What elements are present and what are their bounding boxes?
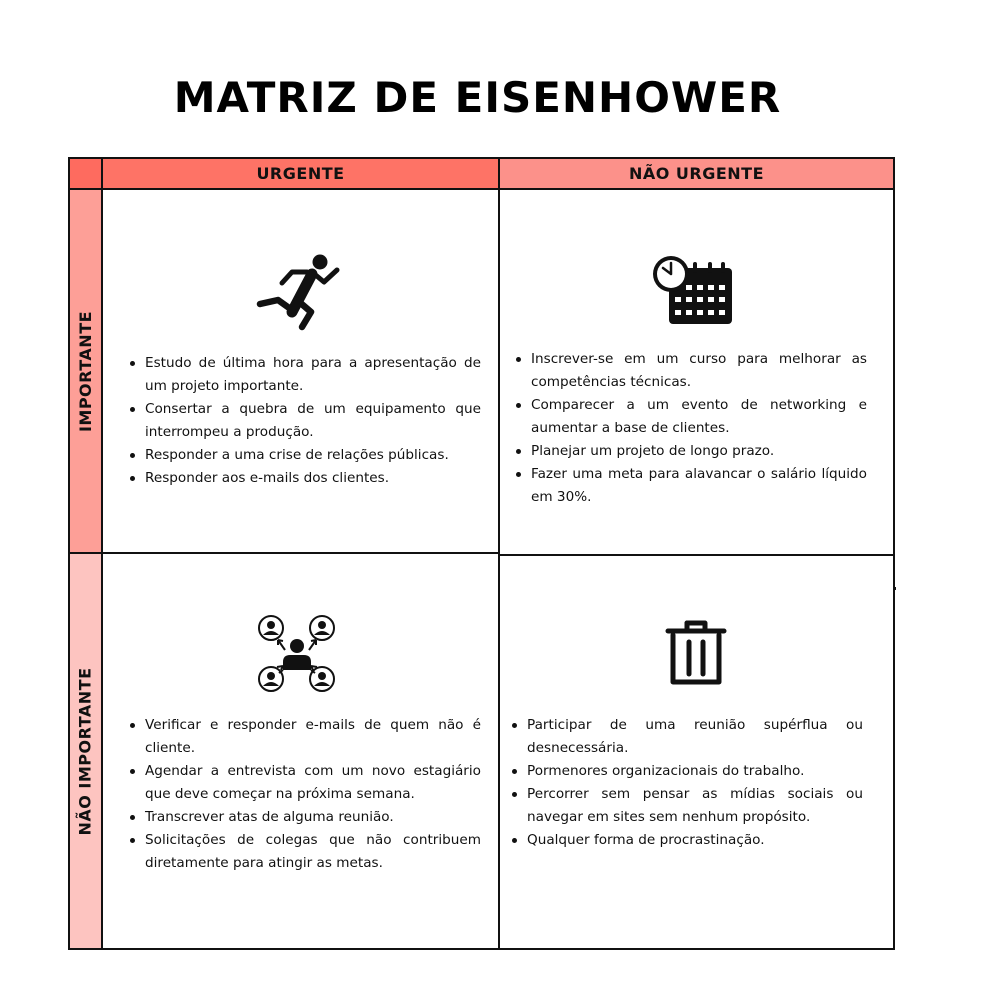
delegate-network-icon [256, 614, 338, 694]
list-item: Responder a uma crise de relações públicas. [129, 444, 481, 467]
list-item: Solicitações de colegas que não contribuem diretamente para atingir as metas. [129, 829, 481, 875]
trash-can-icon [665, 618, 727, 688]
list-item: Participar de uma reunião supérflua ou desnecessária. [511, 714, 863, 760]
list-item: Agendar a entrevista com um novo estagiário que deve começar na próxima semana. [129, 760, 481, 806]
list-item: Verificar e responder e-mails de quem não é cliente. [129, 714, 481, 760]
running-person-icon [254, 250, 340, 332]
row-header-not-important-label: NÃO IMPORTANTE [76, 666, 96, 836]
list-item: Pormenores organizacionais do trabalho. [511, 760, 863, 783]
list-item: Consertar a quebra de um equipamento que interrompeu a produção. [129, 398, 481, 444]
list-item: Estudo de última hora para a apresentação de um projeto importante. [129, 352, 481, 398]
list-item: Transcrever atas de alguma reunião. [129, 806, 481, 829]
row-header-important-label: IMPORTANTE [76, 310, 95, 432]
column-header-urgent [101, 157, 500, 190]
list-item: Inscrever-se em um curso para melhorar as competências técnicas. [515, 348, 867, 394]
column-header-not-urgent [498, 157, 895, 190]
page-title: MATRIZ DE EISENHOWER [173, 73, 782, 122]
task-list-not-urgent-not-important [511, 714, 863, 852]
column-header-urgent-label: URGENTE [256, 164, 345, 183]
calendar-clock-icon [653, 254, 735, 326]
list-item: Comparecer a um evento de networking e aumentar a base de clientes. [515, 394, 867, 440]
list-item: Planejar um projeto de longo prazo. [515, 440, 867, 463]
list-item: Fazer uma meta para alavancar o salário líquido em 30%. [515, 463, 867, 509]
row-header-important [68, 188, 103, 554]
list-item: Qualquer forma de procrastinação. [511, 829, 863, 852]
column-header-not-urgent-label: NÃO URGENTE [628, 164, 765, 183]
list-item: Responder aos e-mails dos clientes. [129, 467, 481, 490]
task-list-urgent-not-important [129, 714, 481, 875]
row-header-not-important [68, 552, 103, 950]
task-list-urgent-important [129, 352, 481, 490]
task-list-not-urgent-important [515, 348, 867, 509]
list-item: Percorrer sem pensar as mídias sociais ou navegar em sites sem nenhum propósito. [511, 783, 863, 829]
stray-mark [893, 587, 896, 590]
matrix-corner [68, 157, 103, 190]
